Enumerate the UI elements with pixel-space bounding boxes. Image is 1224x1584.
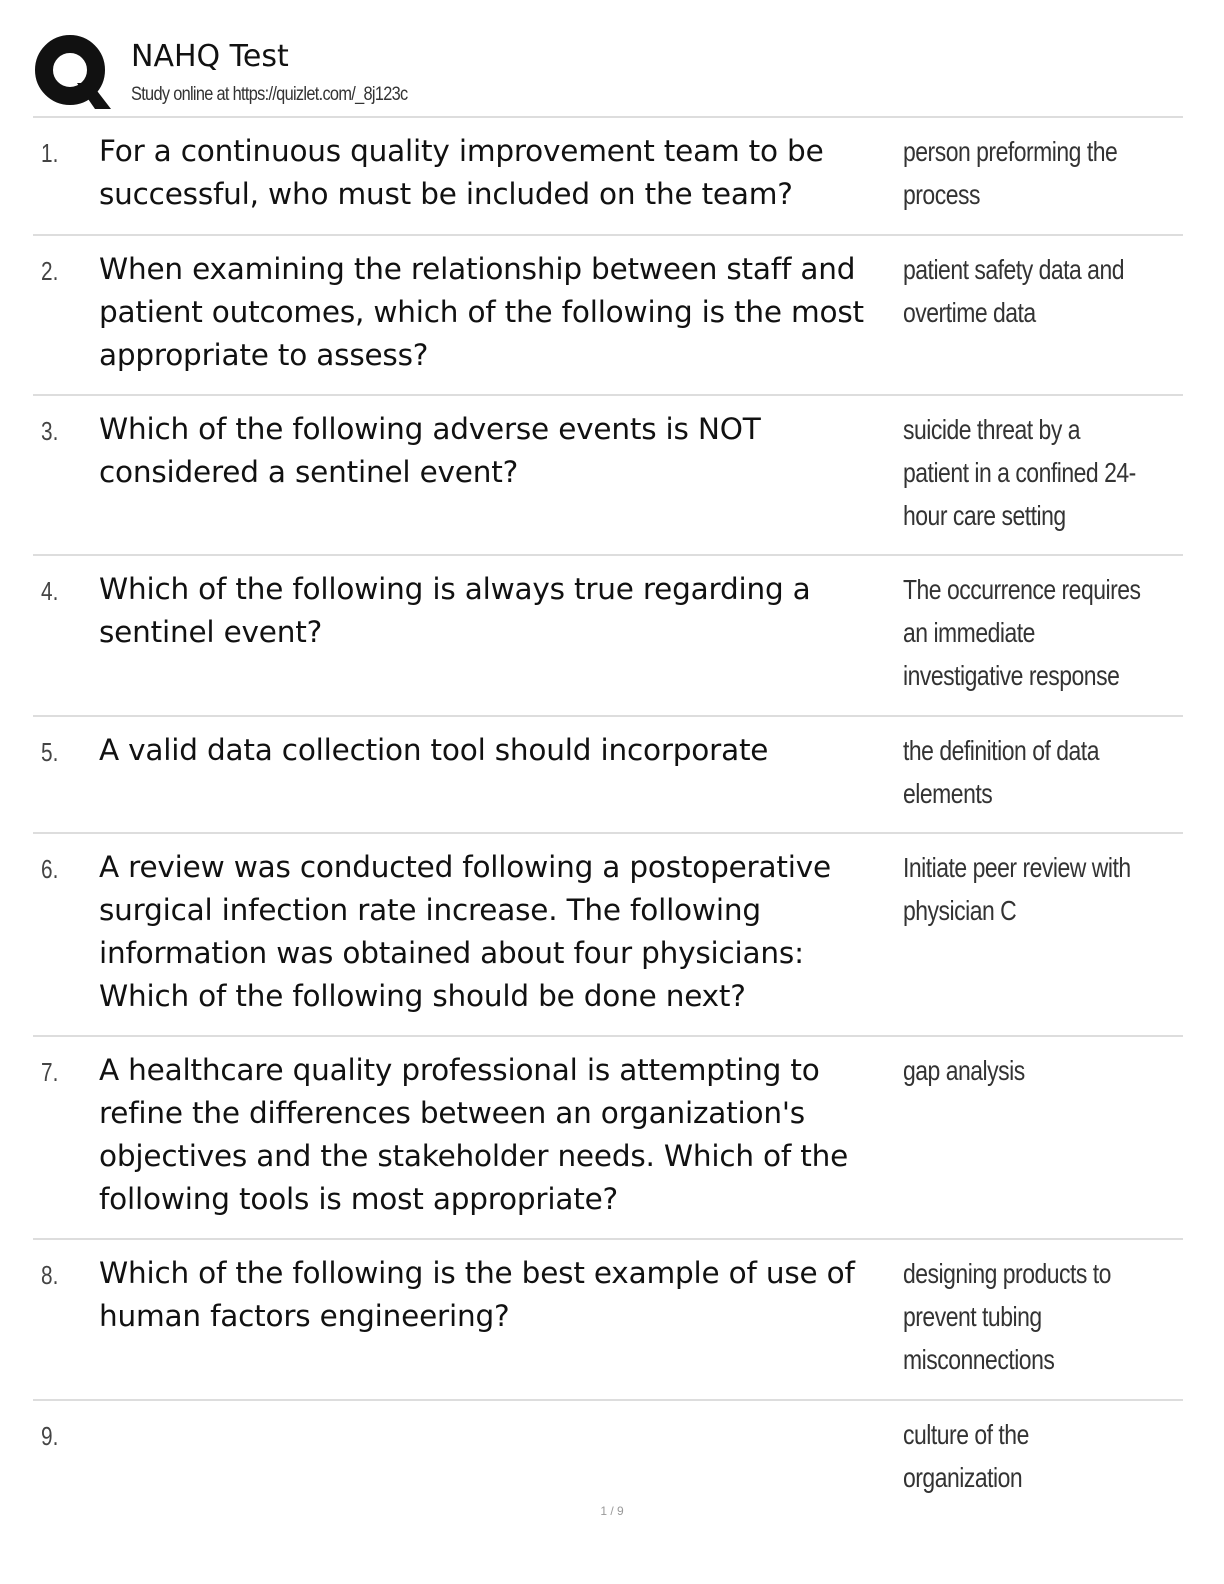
card-answer: the definition of data elements bbox=[903, 735, 1099, 809]
card-answer: gap analysis bbox=[903, 1055, 1025, 1086]
card-number: 1. bbox=[41, 138, 59, 168]
card-question: A valid data collection tool should incorporate bbox=[99, 733, 769, 767]
page-title: NAHQ Test bbox=[131, 39, 289, 74]
flashcard-row bbox=[33, 1399, 1183, 1493]
card-answer: Initiate peer review with physician C bbox=[903, 852, 1131, 926]
card-question: Which of the following is the best example of use of human factors engineering? bbox=[99, 1256, 855, 1333]
flashcard-row bbox=[33, 554, 1183, 715]
card-number: 4. bbox=[41, 576, 59, 606]
flashcard-list bbox=[33, 116, 1183, 1493]
card-number: 5. bbox=[41, 737, 59, 767]
flashcard-row bbox=[33, 116, 1183, 234]
study-online-link[interactable]: Study online at https://quizlet.com/_8j123c bbox=[131, 84, 408, 105]
page-header bbox=[33, 33, 1183, 117]
card-number: 8. bbox=[41, 1260, 59, 1290]
card-number: 3. bbox=[41, 416, 59, 446]
card-answer: person preforming the process bbox=[903, 136, 1118, 210]
card-answer: suicide threat by a patient in a confined 24-hour care setting bbox=[903, 414, 1136, 531]
card-question: A healthcare quality professional is attempting to refine the differences between an organization's objectives and the stakeholder needs. Which of the following tools is most appropriate? bbox=[99, 1053, 849, 1216]
card-question: Which of the following adverse events is NOT considered a sentinel event? bbox=[99, 412, 761, 489]
card-number: 9. bbox=[41, 1421, 59, 1451]
card-question: For a continuous quality improvement team to be successful, who must be included on the team? bbox=[99, 134, 824, 211]
page-number: 1 / 9 bbox=[600, 1504, 624, 1518]
card-number: 2. bbox=[41, 256, 59, 286]
card-question: When examining the relationship between staff and patient outcomes, which of the following is the most appropriate to assess? bbox=[99, 252, 864, 372]
card-answer: designing products to prevent tubing misconnections bbox=[903, 1258, 1111, 1375]
flashcard-row bbox=[33, 394, 1183, 554]
flashcard-row bbox=[33, 715, 1183, 832]
card-number: 7. bbox=[41, 1057, 59, 1087]
card-answer: The occurrence requires an immediate investigative response bbox=[903, 574, 1141, 691]
card-question: Which of the following is always true regarding a sentinel event? bbox=[99, 572, 811, 649]
flashcard-row bbox=[33, 1238, 1183, 1399]
card-number: 6. bbox=[41, 854, 59, 884]
card-question: A review was conducted following a postoperative surgical infection rate increase. The following information was obtained about four physicians: Which of the following should be done next? bbox=[99, 850, 831, 1013]
quizlet-q-logo-icon bbox=[33, 33, 111, 111]
flashcard-row bbox=[33, 1035, 1183, 1238]
card-answer: culture of the organization bbox=[903, 1419, 1029, 1493]
flashcard-row bbox=[33, 234, 1183, 394]
card-answer: patient safety data and overtime data bbox=[903, 254, 1125, 328]
flashcard-row bbox=[33, 832, 1183, 1035]
